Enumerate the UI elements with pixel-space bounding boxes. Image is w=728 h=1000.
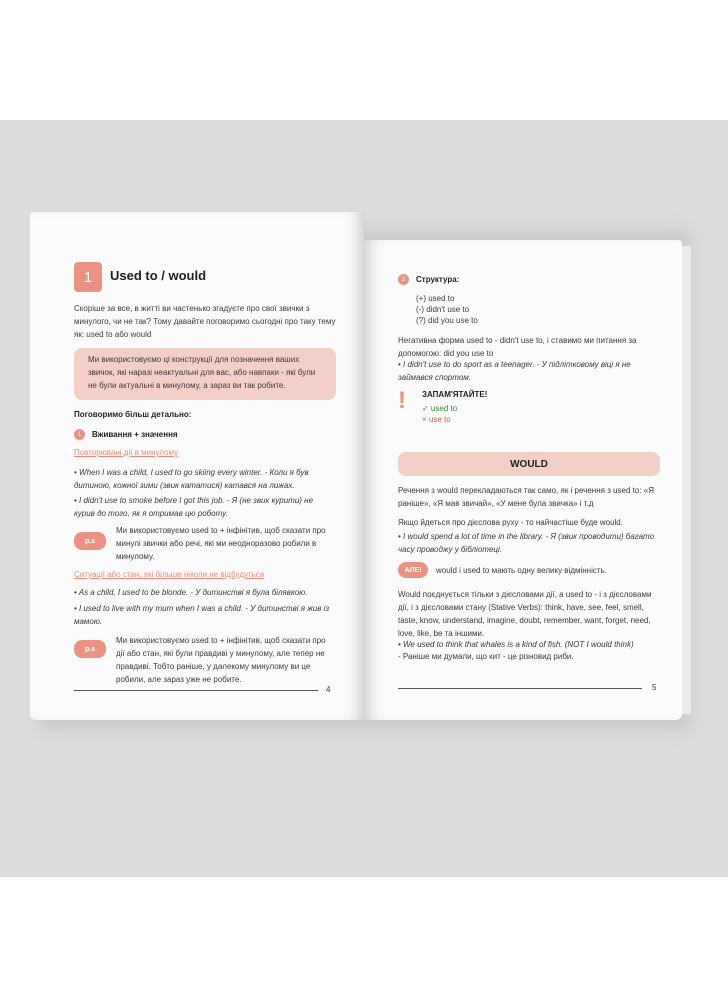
discuss-heading: Поговоримо більш детально: (74, 410, 192, 419)
section-title: Used to / would (110, 268, 207, 283)
remember-title: ЗАПАМ'ЯТАЙТЕ! (422, 390, 488, 399)
right-page (364, 240, 682, 720)
example-bullet-1: • When I was a child, I used to go skiing every winter. - Коли я був дитиною, кожної зими (звик кататися) катався на лижах. (74, 468, 309, 490)
remember-correct: ✓ used to (422, 404, 458, 413)
structure-line-question: (?) did you use to (416, 316, 478, 325)
motion-verbs-text: Якщо йдеться про дієслова руху - то найчастіше буде would. (398, 518, 623, 527)
structure-line-positive: (+) used to (416, 294, 455, 303)
would-banner (398, 452, 660, 476)
example-bullet-2: • I didn't use to smoke before I got this job. - Я (не звик курити) не курив до того, як я отримав цю роботу. (74, 496, 314, 518)
intro-text: Скоріше за все, в житті ви частенько згадуєте про свої звички з минулого, чи не так? Тому давайте поговоримо сьогодні про таку тему як: used to або would (74, 304, 336, 339)
stative-example: • We used to think that whales is a kind of fish. (NOT I would think) (398, 640, 634, 649)
remember-wrong: × use to (422, 415, 451, 424)
highlight-box (74, 348, 336, 400)
exclamation-icon: ! (398, 387, 406, 414)
example-bullet-3: • As a child, I used to be blonde. - У дитинстві я була білявкою. (74, 588, 308, 597)
negative-form-text: Негативна форма used to - didn't use to, і ставимо ми питання за допомогою: did you use to (398, 336, 637, 358)
would-title: WOULD (510, 458, 548, 470)
page-number-left: 4 (326, 685, 331, 694)
note-2: Ми використовуємо used to + інфінітив, щоб сказати про дії або стан, які були правдиві у минулому, але тепер не правдиві. Тобто раніше, у далекому минулому ви це робили, але зараз уже не робите. (116, 636, 326, 684)
but-tag: АЛЕ! (398, 562, 428, 578)
page-number-right: 5 (652, 683, 657, 692)
left-page (30, 212, 364, 720)
subheading-states: Ситуації або стан, які більше ніколи не відбудуться (74, 570, 265, 579)
structure-number-badge: 2 (398, 274, 409, 285)
stative-verbs-rule: Would поєднується тільки з дієсловами дії, а used to - і з дієсловами дії, і з дієсловами стану (Stative Verbs): think, have, see, feel, smell, taste, know, understand, imagine, doubt, remember, want, forget, need, love, like, be та іншими. (398, 590, 652, 638)
would-text: Речення з would перекладаються так само, як і речення з used to: «Я раніше», «Я мав звичай», «У мене була звичка» і т.д (398, 486, 654, 508)
section-number-badge: 1 (74, 262, 102, 292)
difference-text: would і used to мають одну велику відмінність. (436, 566, 607, 575)
ps-tag: p.s (74, 532, 106, 550)
footer-rule-right (398, 688, 642, 689)
ps-tag-2: p.s (74, 640, 106, 658)
note-1: Ми використовуємо used to + інфінітив, щоб сказати про минулі звички або речі, які ми неодноразово робили в минулому. (116, 526, 326, 561)
structure-example: • I didn't use to do sport as a teenager. - У підлітковому віці я не займався спортом. (398, 360, 631, 382)
subheading-repeated-actions: Повторювані дії в минулому (74, 448, 179, 457)
structure-title: Структура: (416, 275, 460, 284)
footer-rule (74, 690, 318, 691)
highlight-box-text: Ми використовуємо ці конструкції для позначення ваших звичок, які наразі неактуальні для вас, або навпаки - які були не були актуальні в минулому, а зараз ви так робите. (88, 355, 316, 390)
step-number-badge: 1 (74, 429, 85, 440)
stative-example-translation: - Раніше ми думали, що кит - це різновид риби. (398, 652, 574, 661)
would-example: • I would spend a lot of time in the library. - Я (звик проводити) багато часу проводжу у бібліотеці. (398, 532, 655, 554)
step-title: Вживання + значення (92, 430, 178, 439)
structure-line-negative: (-) didn't use to (416, 305, 470, 314)
example-bullet-4: • I used to live with my mum when I was a child. - У дитинстві я жив із мамою. (74, 604, 330, 626)
